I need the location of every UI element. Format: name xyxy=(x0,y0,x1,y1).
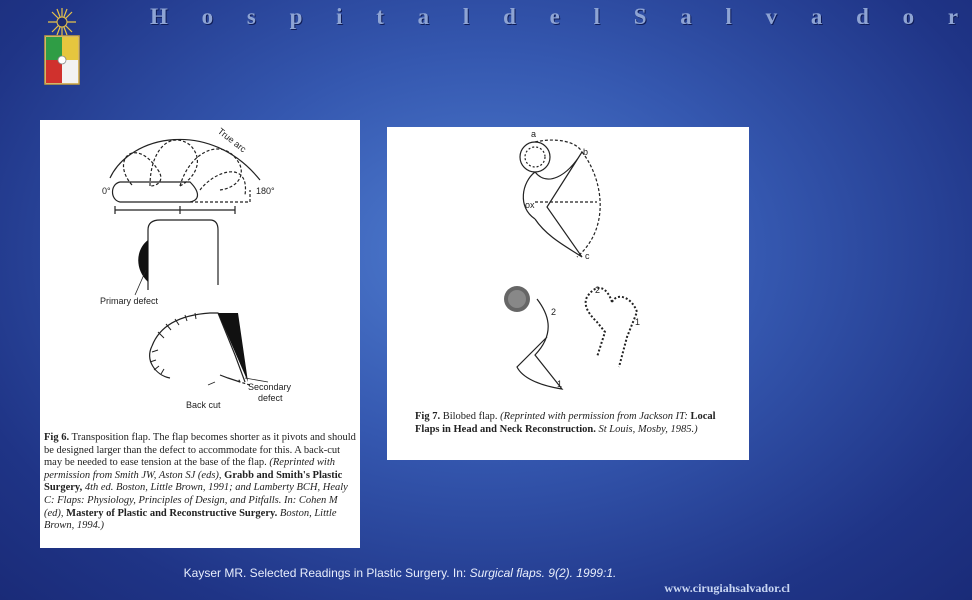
figure-7-caption-citation-1: (Reprinted with permission from Jackson IT: xyxy=(500,411,691,422)
figure-7-caption-text: Bilobed flap. xyxy=(440,411,501,422)
website-link[interactable]: www.cirugiahsalvador.cl xyxy=(664,581,790,595)
figure-7-caption-book: Local Flaps in Head and Neck Reconstruction. xyxy=(415,411,716,435)
figure-6-caption-book-2: Mastery of Plastic and Reconstructive Surgery. xyxy=(66,507,278,519)
secondary-defect-label-line1: Secondary xyxy=(248,382,292,392)
figure-6-caption-book-1: Grabb and Smith's Plastic Surgery, xyxy=(44,469,343,494)
figure-7-caption-label: Fig 7. xyxy=(415,411,441,422)
true-arc-label: True arc xyxy=(215,126,249,155)
transposition-flap-diagram xyxy=(40,120,360,430)
lobe-2-left-label: 2 xyxy=(551,307,557,317)
bilobed-flap-diagram xyxy=(387,127,749,407)
figure-6-caption-label: Fig 6. xyxy=(44,432,70,443)
zero-degree-label: 0° xyxy=(102,186,111,196)
point-b-label: b xyxy=(583,147,589,157)
figure-6-caption-citation-3: Boston, Little Brown, 1994.) xyxy=(44,507,337,532)
one-eighty-degree-label: 180° xyxy=(256,186,275,196)
figure-7-caption xyxy=(415,411,735,436)
lobe-1-left-label: 1 xyxy=(557,379,563,389)
point-a-label: a xyxy=(531,129,537,139)
figure-6-caption-citation-1: (Reprinted with permission from Smith JW, Aston SJ (eds), xyxy=(44,457,335,481)
reference-text xyxy=(0,566,800,580)
point-ox-label: ox xyxy=(525,200,535,210)
primary-defect-label: Primary defect xyxy=(100,296,159,306)
reference-italic: Surgical flaps. 9(2). 1999:1. xyxy=(469,566,617,580)
secondary-defect-label-line2: defect xyxy=(258,393,283,403)
back-cut-label: Back cut xyxy=(186,400,221,410)
lobe-2-right-label: 2 xyxy=(595,285,601,295)
figure-6-caption-citation-2: 4th ed. Boston, Little Brown, 1991; and Lamberty BCH, Healy C: Flaps: Physiology, Principles of Design, and Pitfalls. In: Cohen M (ed), xyxy=(44,482,348,519)
figure-6-caption-text: Transposition flap. The flap becomes shorter as it pivots and should be designed larger than the defect to accommodate for this. A back-cut may be needed to ease tension at the base of the flap. xyxy=(44,432,356,469)
lobe-1-right-label: 1 xyxy=(635,317,641,327)
hospital-crest-logo-icon xyxy=(40,6,84,88)
reference-plain: Kayser MR. Selected Readings in Plastic Surgery. In: xyxy=(183,566,470,580)
figure-7-caption-citation-2: St Louis, Mosby, 1985.) xyxy=(595,423,698,435)
figure-6-panel xyxy=(40,120,360,548)
figure-6-caption xyxy=(44,432,356,533)
point-c-label: c xyxy=(585,251,590,261)
hospital-title: H o s p i t a l d e l S a l v a d o r xyxy=(150,4,972,29)
figure-7-panel xyxy=(387,127,749,460)
